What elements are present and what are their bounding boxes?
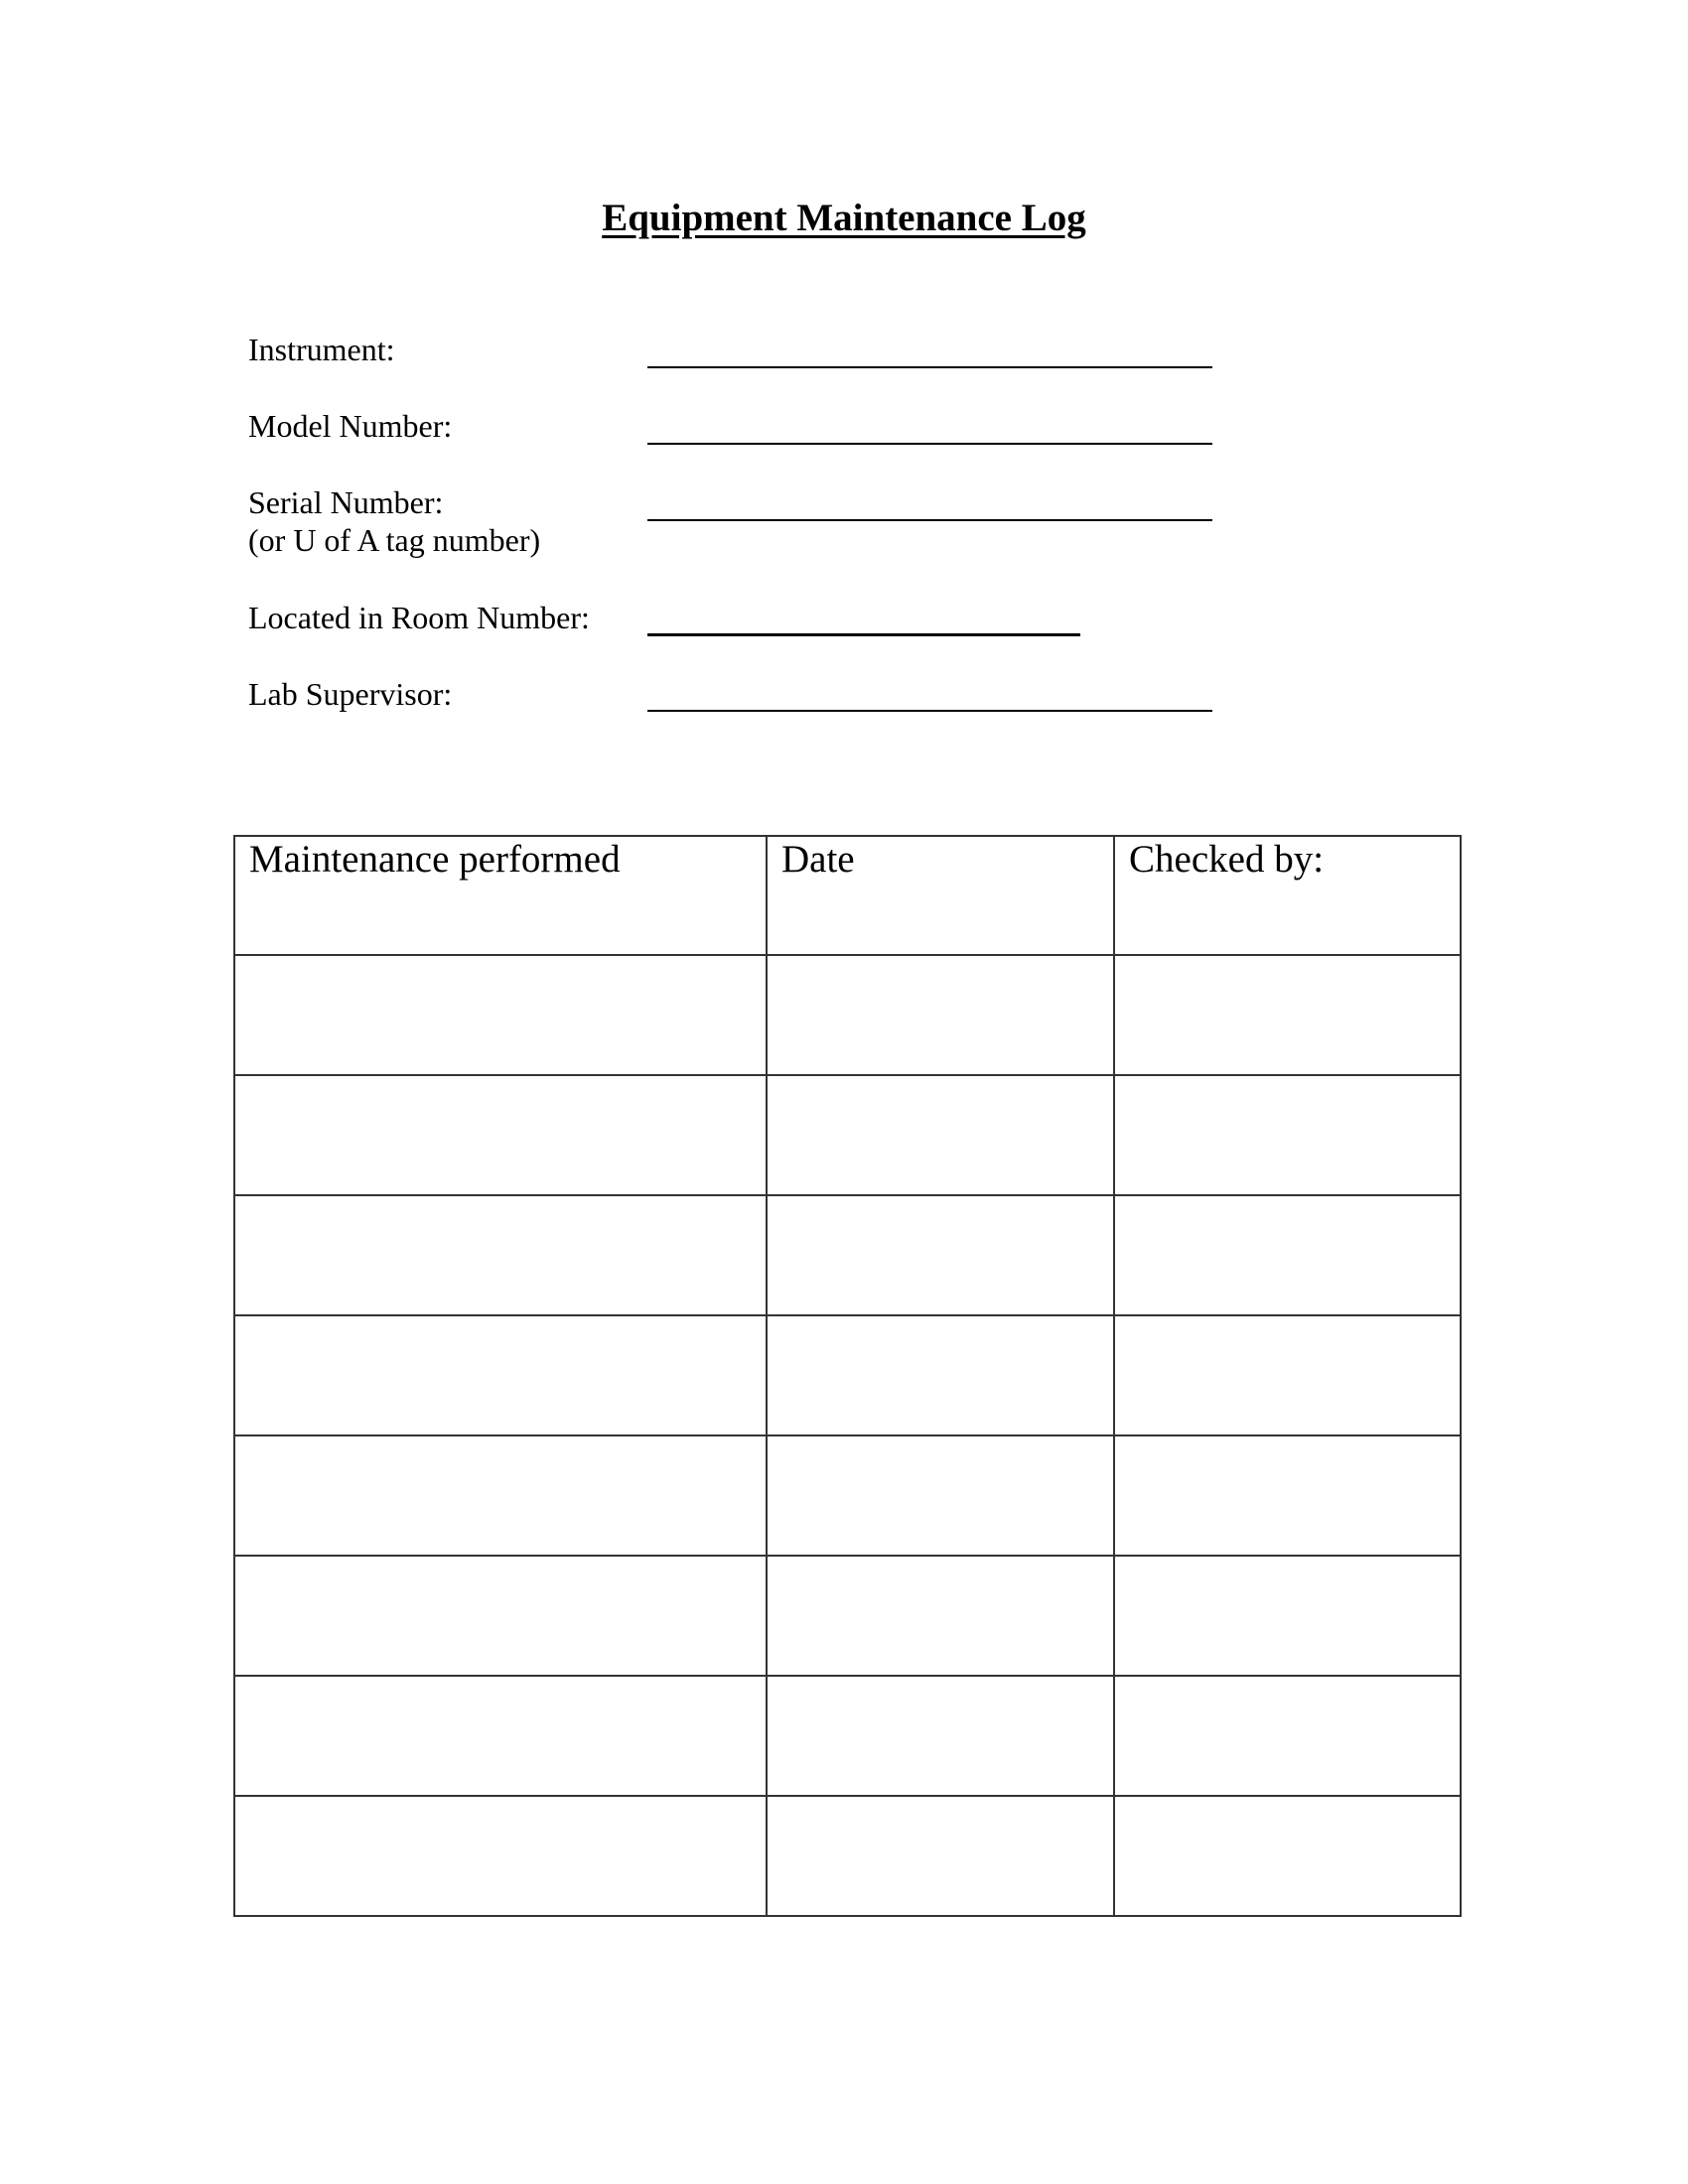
room-number-input-line[interactable] — [647, 633, 1080, 636]
table-row — [234, 1435, 1461, 1556]
checked-by-cell[interactable] — [1114, 955, 1461, 1075]
model-number-label: Model Number: — [248, 408, 453, 444]
checked-by-cell[interactable] — [1114, 1195, 1461, 1315]
header-maintenance-performed — [234, 836, 767, 955]
maintenance-cell[interactable] — [234, 1796, 767, 1916]
table-body — [234, 955, 1461, 1916]
room-number-label: Located in Room Number: — [248, 600, 590, 635]
header-maintenance-performed-label: Maintenance performed — [249, 838, 621, 881]
checked-by-cell[interactable] — [1114, 1556, 1461, 1676]
serial-number-input-line[interactable] — [647, 519, 1212, 521]
date-cell[interactable] — [767, 1796, 1114, 1916]
checked-by-cell[interactable] — [1114, 1796, 1461, 1916]
date-cell[interactable] — [767, 1556, 1114, 1676]
header-checked-by-label: Checked by: — [1129, 838, 1325, 881]
header-date-label: Date — [781, 838, 855, 881]
header-checked-by — [1114, 836, 1461, 955]
serial-number-note: (or U of A tag number) — [248, 522, 541, 558]
model-number-input-line[interactable] — [647, 443, 1212, 445]
checked-by-cell[interactable] — [1114, 1676, 1461, 1796]
maintenance-cell[interactable] — [234, 955, 767, 1075]
date-cell[interactable] — [767, 1315, 1114, 1435]
serial-number-label: Serial Number: — [248, 484, 444, 520]
date-cell[interactable] — [767, 955, 1114, 1075]
header-date — [767, 836, 1114, 955]
table-row — [234, 1075, 1461, 1195]
lab-supervisor-input-line[interactable] — [647, 710, 1212, 712]
lab-supervisor-label: Lab Supervisor: — [248, 676, 453, 712]
maintenance-log-table — [233, 835, 1462, 1917]
instrument-input-line[interactable] — [647, 366, 1212, 368]
table-row — [234, 1195, 1461, 1315]
date-cell[interactable] — [767, 1676, 1114, 1796]
checked-by-cell[interactable] — [1114, 1315, 1461, 1435]
table-row — [234, 955, 1461, 1075]
maintenance-cell[interactable] — [234, 1676, 767, 1796]
table-header-row — [234, 836, 1461, 955]
instrument-label: Instrument: — [248, 332, 395, 367]
maintenance-cell[interactable] — [234, 1435, 767, 1556]
date-cell[interactable] — [767, 1075, 1114, 1195]
maintenance-cell[interactable] — [234, 1075, 767, 1195]
maintenance-cell[interactable] — [234, 1315, 767, 1435]
table-row — [234, 1796, 1461, 1916]
maintenance-cell[interactable] — [234, 1195, 767, 1315]
checked-by-cell[interactable] — [1114, 1075, 1461, 1195]
date-cell[interactable] — [767, 1435, 1114, 1556]
table-row — [234, 1676, 1461, 1796]
page-title: Equipment Maintenance Log — [602, 197, 1086, 239]
checked-by-cell[interactable] — [1114, 1435, 1461, 1556]
table-row — [234, 1315, 1461, 1435]
maintenance-cell[interactable] — [234, 1556, 767, 1676]
table-row — [234, 1556, 1461, 1676]
date-cell[interactable] — [767, 1195, 1114, 1315]
